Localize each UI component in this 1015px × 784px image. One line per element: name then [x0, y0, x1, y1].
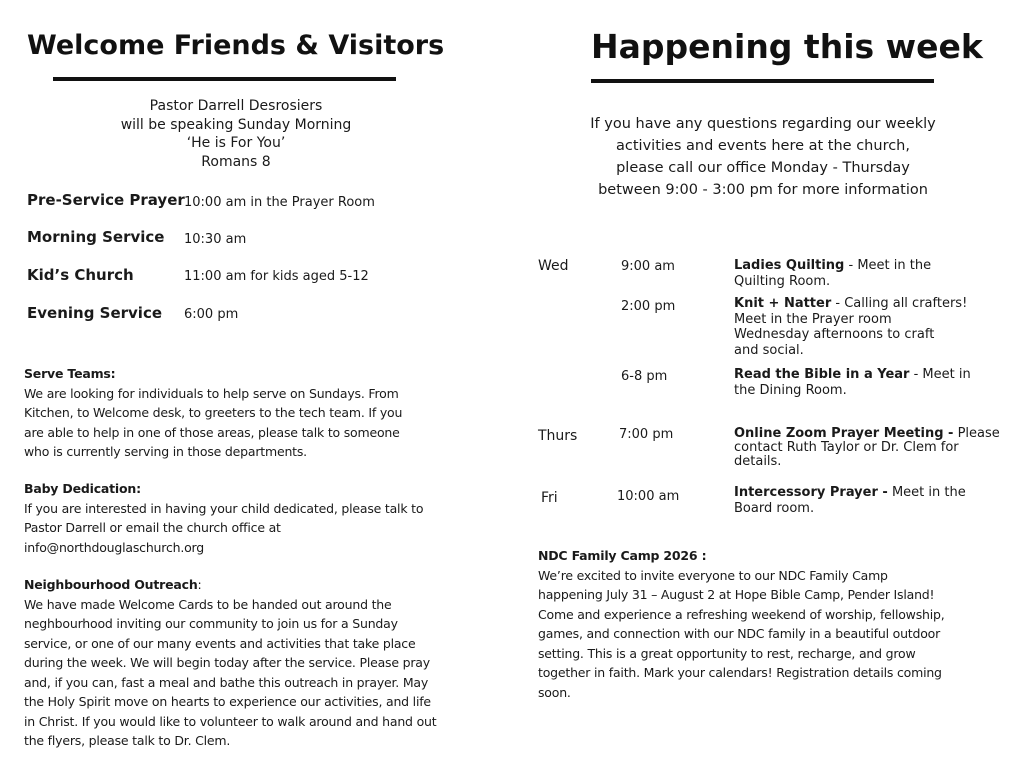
- serve-teams-line: who is currently serving in those departments.: [24, 444, 307, 459]
- baby-dedication-section: [24, 479, 474, 557]
- baby-dedication-heading: Baby Dedication:: [24, 481, 141, 496]
- intro-line: between 9:00 - 3:00 pm for more information: [598, 182, 928, 198]
- family-camp-line: setting. This is a great opportunity to rest, recharge, and grow: [538, 645, 916, 661]
- event-detail: details.: [734, 454, 782, 469]
- outreach-line: in Christ. If you would like to volunteer to walk around and hand out: [24, 713, 437, 729]
- event-detail: Meet in the Prayer room: [734, 311, 892, 327]
- schedule-day-wed: Wed: [538, 258, 569, 274]
- event-time: 6-8 pm: [621, 369, 668, 384]
- event-detail: Wednesday afternoons to craft: [734, 327, 935, 342]
- outreach-line: and, if you can, fast a meal and bathe this outreach in prayer. May: [24, 674, 429, 690]
- service-label-pre-service-prayer: Pre-Service Prayer: [27, 191, 185, 209]
- sermon-title: ‘He is For You’: [186, 135, 286, 151]
- family-camp-line: soon.: [538, 684, 571, 700]
- schedule-day-fri: Fri: [541, 490, 558, 506]
- right-title: Happening this week: [591, 27, 983, 66]
- event-time: 7:00 pm: [619, 427, 674, 442]
- outreach-line: the flyers, please talk to Dr. Clem.: [24, 733, 231, 748]
- serve-teams-line: Kitchen, to Welcome desk, to greeters to the tech team. If you: [24, 405, 403, 420]
- sermon-info: [86, 97, 386, 171]
- event-detail: the Dining Room.: [734, 382, 847, 398]
- outreach-line: We have made Welcome Cards to be handed out around the: [24, 596, 392, 612]
- event-detail: Quilting Room.: [734, 273, 831, 289]
- event-ladies-quilting: [734, 258, 994, 289]
- event-time: 9:00 am: [621, 259, 675, 274]
- family-camp-line: Come and experience a refreshing weekend of worship, fellowship,: [538, 606, 945, 622]
- family-camp-line: together in faith. Mark your calendars! Registration details coming: [538, 665, 942, 680]
- outreach-line: the Holy Spirit move on hearts to experience our activities, and life: [24, 694, 431, 709]
- event-title: Intercessory Prayer -: [734, 485, 888, 500]
- event-time: 2:00 pm: [621, 299, 676, 314]
- service-time-pre-service-prayer: 10:00 am in the Prayer Room: [184, 195, 375, 210]
- event-detail: - Meet in the: [844, 258, 932, 273]
- event-time: 10:00 am: [617, 489, 680, 504]
- outreach-line: neghbourhood inviting our community to join us for a Sunday: [24, 616, 398, 631]
- sermon-line: will be speaking Sunday Morning: [120, 116, 352, 133]
- event-intercessory-prayer: [734, 485, 994, 516]
- event-detail: Board room.: [734, 500, 815, 516]
- intro-line: activities and events here at the church,: [616, 138, 910, 154]
- event-detail: Meet in the: [887, 485, 966, 500]
- outreach-section: [24, 575, 474, 751]
- family-camp-section: [538, 546, 998, 702]
- intro-line: please call our office Monday - Thursday: [616, 160, 910, 176]
- event-detail: and social.: [734, 342, 804, 358]
- sermon-line: Pastor Darrell Desrosiers: [149, 98, 323, 114]
- event-title: Knit + Natter: [734, 296, 832, 311]
- outreach-line: service, or one of our many events and activities that take place: [24, 635, 416, 651]
- left-title: Welcome Friends & Visitors: [27, 30, 445, 61]
- service-label-evening-service: Evening Service: [27, 304, 163, 322]
- baby-dedication-line: If you are interested in having your child dedicated, please talk to: [24, 500, 424, 516]
- event-knit-natter: [734, 296, 994, 358]
- family-camp-line: We’re excited to invite everyone to our NDC Family Camp: [538, 567, 888, 583]
- serve-teams-line: We are looking for individuals to help serve on Sundays. From: [24, 385, 399, 401]
- family-camp-heading: NDC Family Camp 2026 :: [538, 548, 707, 563]
- family-camp-line: games, and connection with our NDC family in a beautiful outdoor: [538, 626, 941, 641]
- event-detail: contact Ruth Taylor or Dr. Clem for: [734, 440, 959, 455]
- sermon-scripture: Romans 8: [201, 153, 271, 170]
- outreach-heading-colon: :: [197, 577, 202, 592]
- event-detail: Please: [953, 426, 1000, 441]
- serve-teams-line: are able to help in one of those areas, please talk to someone: [24, 424, 400, 440]
- baby-dedication-line: Pastor Darrell or email the church office at: [24, 520, 281, 535]
- family-camp-line: happening July 31 – August 2 at Hope Bible Camp, Pender Island!: [538, 587, 935, 602]
- event-bible-in-a-year: [734, 367, 994, 398]
- event-detail: - Meet in: [909, 367, 971, 382]
- serve-teams-section: [24, 364, 474, 462]
- event-title: Ladies Quilting: [734, 258, 845, 273]
- event-online-zoom-prayer: [734, 427, 1004, 469]
- schedule-day-thurs: Thurs: [538, 428, 578, 444]
- baby-dedication-email: info@northdouglaschurch.org: [24, 539, 205, 555]
- service-label-kids-church: Kid’s Church: [27, 266, 134, 284]
- event-title: Online Zoom Prayer Meeting -: [734, 426, 954, 441]
- office-hours-intro: [553, 113, 973, 201]
- left-title-underline: [53, 77, 396, 81]
- serve-teams-heading: Serve Teams:: [24, 366, 116, 381]
- outreach-heading: Neighbourhood Outreach: [24, 577, 198, 592]
- outreach-line: during the week. We will begin today after the service. Please pray: [24, 655, 430, 670]
- service-label-morning-service: Morning Service: [27, 228, 165, 246]
- event-title: Read the Bible in a Year: [734, 367, 910, 382]
- service-time-morning-service: 10:30 am: [184, 232, 247, 247]
- right-title-underline: [591, 79, 934, 83]
- service-time-kids-church: 11:00 am for kids aged 5-12: [184, 269, 369, 284]
- event-detail: - Calling all crafters!: [831, 296, 968, 311]
- service-time-evening-service: 6:00 pm: [184, 307, 239, 322]
- intro-line: If you have any questions regarding our weekly: [590, 116, 936, 132]
